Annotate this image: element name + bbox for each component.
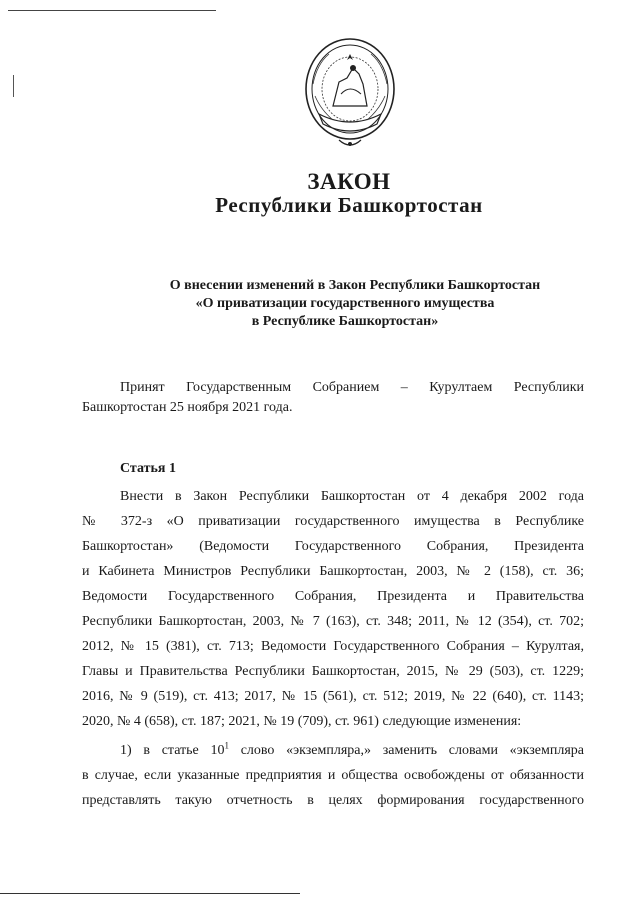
scan-artifact-line	[8, 10, 216, 11]
article-line: Башкортостан» (Ведомости Государственного Собрания, Президента	[82, 539, 584, 554]
item-1-superscript: 1	[224, 740, 229, 751]
doc-title-line-3: в Республике Башкортостан»	[251, 314, 439, 329]
coat-of-arms-emblem	[303, 34, 397, 152]
adopted-line-2: Башкортостан 25 ноября 2021 года.	[82, 400, 293, 415]
adopted-line-1: Принят Государственным Собранием – Курултаем Республики	[120, 380, 584, 395]
item-1-line	[120, 741, 584, 761]
doc-title-line-1: О внесении изменений в Закон Республики Башкортостан	[169, 278, 541, 293]
article-line: Ведомости Государственного Собрания, Президента и Правительства	[82, 589, 584, 604]
doc-title-line-2: «О приватизации государственного имущества	[195, 296, 495, 311]
document-type-heading: ЗАКОН	[307, 169, 391, 194]
article-line: Внести в Закон Республики Башкортостан от 4 декабря 2002 года	[120, 489, 584, 504]
scan-artifact-mark	[13, 75, 14, 97]
article-line: 2012, № 15 (381), ст. 713; Ведомости Государственного Собрания – Курултая,	[82, 639, 584, 654]
issuer-heading: Республики Башкортостан	[215, 193, 483, 217]
article-line: Республики Башкортостан, 2003, № 7 (163), ст. 348; 2011, № 12 (354), ст. 702;	[82, 614, 584, 629]
article-heading: Статья 1	[120, 461, 176, 476]
item-1-rest: слово «экземпляра,» заменить словами «экземпляра	[229, 743, 585, 758]
item-1-continuation: представлять такую отчетность в целях формирования государственного	[82, 793, 584, 808]
item-1-prefix: 1) в статье 10	[120, 743, 225, 758]
article-line: и Кабинета Министров Республики Башкортостан, 2003, № 2 (158), ст. 36;	[82, 564, 584, 579]
article-line: № 372-з «О приватизации государственного имущества в Республике	[82, 514, 584, 529]
scan-artifact-line	[0, 893, 300, 894]
item-1-continuation: в случае, если указанные предприятия и общества освобождены от обязанности	[82, 768, 584, 783]
article-line: 2016, № 9 (519), ст. 413; 2017, № 15 (561), ст. 512; 2019, № 22 (640), ст. 1143;	[82, 689, 584, 704]
article-line: Главы и Правительства Республики Башкортостан, 2015, № 29 (503), ст. 1229;	[82, 664, 584, 679]
article-line: 2020, № 4 (658), ст. 187; 2021, № 19 (709), ст. 961) следующие изменения:	[82, 714, 522, 729]
